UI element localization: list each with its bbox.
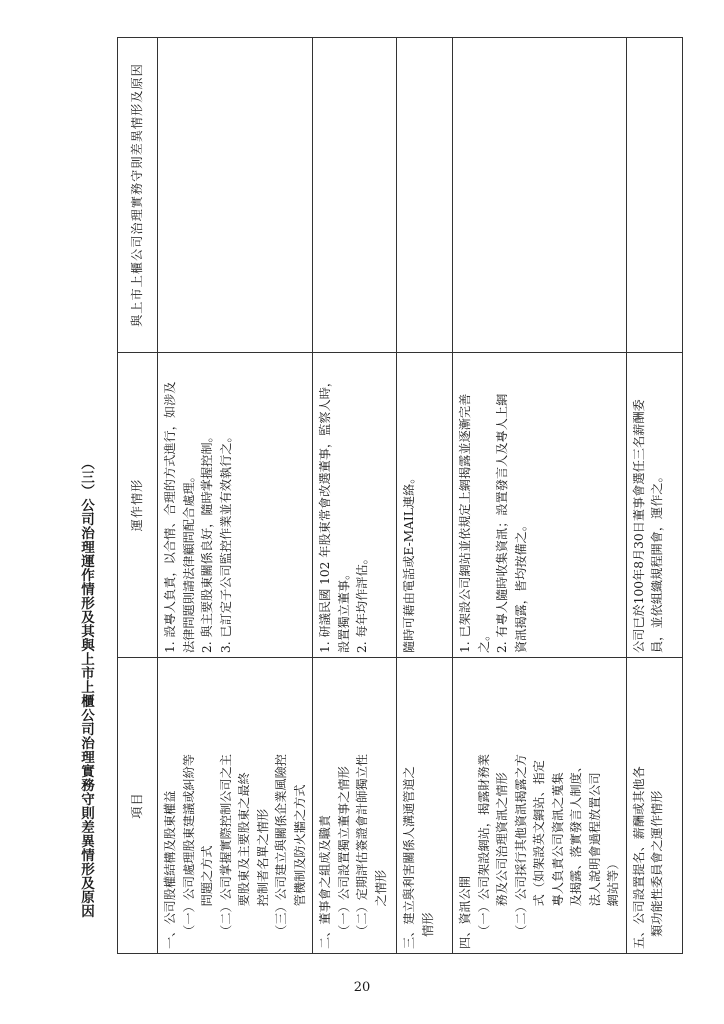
table-row xyxy=(397,38,453,954)
table-row xyxy=(158,38,313,954)
operation-line: 3. 已訂定子公司監控作業並有效執行之。 xyxy=(218,430,233,653)
item-line: 類功能性委員會之運作情形 xyxy=(650,790,664,937)
difference-cell xyxy=(397,38,453,353)
operation-line: 2. 與主要股東關係良好，隨時掌握控制。 xyxy=(200,430,214,653)
item-cell xyxy=(626,658,682,954)
difference-cell xyxy=(453,38,627,353)
item-line: （一）公司設置獨立董事之情形 xyxy=(336,766,351,937)
operation-line: 1. 已架設公司網站並依規定上網揭露並逐漸完善 xyxy=(458,393,472,653)
item-line: 問題之方式 xyxy=(200,845,214,907)
item-cell xyxy=(158,658,313,954)
item-line: （二）公司掌握實際控制公司之主 xyxy=(218,754,233,937)
item-line: 五、公司設置提名、薪酬或其他各 xyxy=(631,766,646,949)
operation-line: 公司已於100年8月30日董事會選任三名薪酬委 xyxy=(631,399,646,653)
operation-line: 法律問題則請法律顧問配合處理。 xyxy=(181,470,196,653)
item-line: 四、資訊公開 xyxy=(458,875,472,949)
table-row xyxy=(453,38,627,954)
item-line: 管機制及防火牆之方式 xyxy=(292,784,307,907)
operation-cell xyxy=(313,353,397,658)
item-cell xyxy=(397,658,453,954)
table-row xyxy=(313,38,397,954)
item-line: 三、建立與利害關係人溝通管道之 xyxy=(402,766,416,949)
item-line: 法人說明會過程放置公司 xyxy=(587,772,602,907)
item-line: （二）定期評估簽證會計師獨立性 xyxy=(355,754,369,937)
item-line: 要股東及主要股東之最終 xyxy=(237,772,251,907)
operation-cell xyxy=(453,353,627,658)
operation-line: 隨時可藉由電話或E-MAIL連絡。 xyxy=(402,471,416,653)
operation-cell xyxy=(626,353,682,658)
item-line: 及揭露、落實發言人制度、 xyxy=(569,760,583,907)
item-line: 式（如架設英文網站、指定 xyxy=(532,760,546,907)
header-item: 項目 xyxy=(118,658,158,954)
section-title: （三）公司治理運作情形及其與上市上櫃公司治理實務守則差異情形及原因 xyxy=(78,456,94,918)
item-line: 專人負責公司資訊之蒐集 xyxy=(550,772,565,907)
table-row xyxy=(626,38,682,954)
operation-line: 之。 xyxy=(476,628,491,653)
item-line: 務及公司治理資訊之情形 xyxy=(495,772,509,907)
difference-cell xyxy=(313,38,397,353)
operation-line: 2. 有專人隨時收集資訊；設置發言人及專人上網 xyxy=(495,393,509,653)
item-line: 二、董事會之組成及職責 xyxy=(318,814,332,949)
operation-line: 1. 研議民國 102 年股東常會改選董事，監察人時， xyxy=(318,374,332,653)
item-line: 情形 xyxy=(420,912,435,937)
page-number: 20 xyxy=(353,980,371,995)
item-line: （一）公司架設網站，揭露財務業 xyxy=(476,754,491,937)
item-cell xyxy=(453,658,627,954)
operation-line: 員，並依組織規程開會，運作之。 xyxy=(650,470,664,653)
item-line: 之情形 xyxy=(373,869,388,907)
header-operation: 運作情形 xyxy=(118,353,158,658)
item-line: （三）公司建立與關係企業風險控 xyxy=(274,754,288,937)
operation-line: 資訊揭露，皆均按備之。 xyxy=(513,518,528,653)
operation-cell xyxy=(397,353,453,658)
governance-table xyxy=(117,37,683,954)
operation-line: 1. 設專人負責，以合情、合理的方式進行，如涉及 xyxy=(163,381,177,653)
operation-line: 2. 每年均作評估。 xyxy=(355,552,369,653)
item-line: （一）公司處理股東建議或糾紛等 xyxy=(181,754,196,937)
rotated-table-wrapper xyxy=(117,38,664,954)
operation-cell xyxy=(158,353,313,658)
item-line: 控制者名單之情形 xyxy=(255,808,270,907)
header-difference: 與上市上櫃公司治理實務守則差異情形及原因 xyxy=(118,38,158,353)
operation-line: 設置獨立董事。 xyxy=(336,567,351,653)
item-cell xyxy=(313,658,397,954)
item-line: 網站等） xyxy=(606,857,620,907)
difference-cell xyxy=(626,38,682,353)
difference-cell xyxy=(158,38,313,353)
table-header-row xyxy=(118,38,158,954)
item-line: 一、公司股權結構及股東權益 xyxy=(163,790,177,949)
item-line: （二）公司採行其他資訊揭露之方 xyxy=(513,754,528,937)
